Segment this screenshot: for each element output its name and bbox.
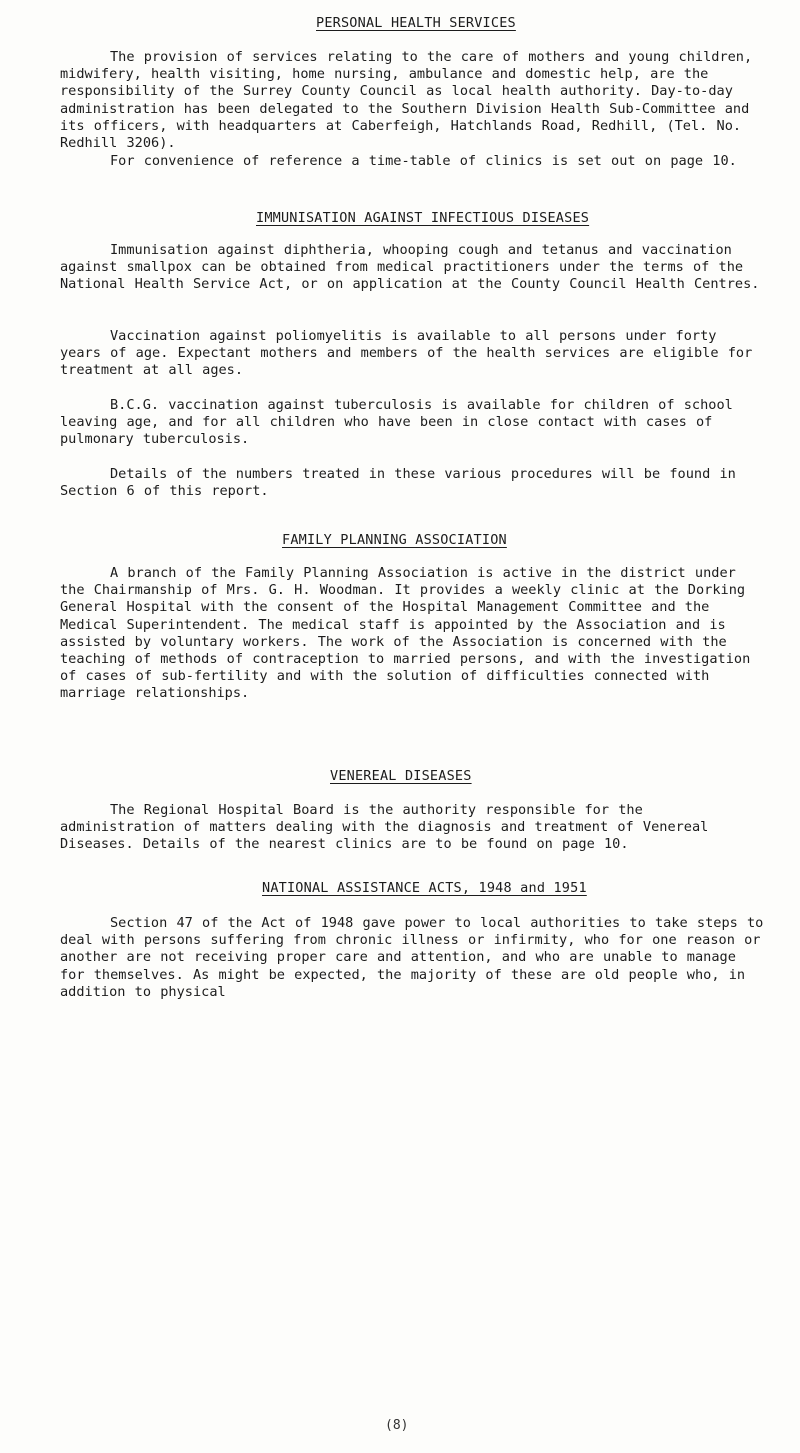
paragraph-immunisation-2: Vaccination against poliomyelitis is available to all persons under forty years of age. Expectant mothers and members of the health services are eligible for treatment at all ages. xyxy=(60,328,753,379)
heading-venereal-diseases: VENEREAL DISEASES xyxy=(330,768,472,784)
paragraph-immunisation-1: Immunisation against diphtheria, whooping cough and tetanus and vaccination against smallpox can be obtained from medical practitioners under the terms of the National Health Service Act, or on application at the County Council Health Centres. xyxy=(60,242,760,293)
paragraph-venereal-diseases: The Regional Hospital Board is the authority responsible for the administration of matters dealing with the diagnosis and treatment of Venereal Diseases. Details of the nearest clinics are to be found on page 10. xyxy=(60,802,709,853)
paragraph-personal-health-1: The provision of services relating to the care of mothers and young children, midwifery, health visiting, home nursing, ambulance and domestic help, are the responsibility of the Surrey County Council as local health authority. Day-to-day administration has been delegated to the Southern Division Health Sub-Committee and its officers, with headquarters at Caberfeigh, Hatchlands Road, Redhill, (Tel. No. Redhill 3206). xyxy=(60,49,753,152)
heading-national-assistance-acts: NATIONAL ASSISTANCE ACTS, 1948 and 1951 xyxy=(262,880,587,896)
paragraph-national-assistance: Section 47 of the Act of 1948 gave power to local authorities to take steps to deal with persons suffering from chronic illness or infirmity, who for one reason or another are not receiving proper care and attention, and who are unable to manage for themselves. As might be expected, the majority of these are old people who, in addition to physical xyxy=(60,915,764,1000)
heading-family-planning: FAMILY PLANNING ASSOCIATION xyxy=(282,532,507,548)
heading-immunisation: IMMUNISATION AGAINST INFECTIOUS DISEASES xyxy=(256,210,590,226)
page-number: (8) xyxy=(385,1418,409,1433)
heading-personal-health-services: PERSONAL HEALTH SERVICES xyxy=(316,15,516,31)
paragraph-family-planning: A branch of the Family Planning Association is active in the district under the Chairmanship of Mrs. G. H. Woodman. It provides a weekly clinic at the Dorking General Hospital with the consent of the Hospital Management Committee and the Medical Superintendent. The medical staff is appointed by the Association and is assisted by voluntary workers. The work of the Association is concerned with the teaching of methods of contraception to married persons, and with the investigation of cases of sub-fertility and with the solution of difficulties connected with marriage relationships. xyxy=(60,565,751,702)
paragraph-immunisation-3: B.C.G. vaccination against tuberculosis is available for children of school leaving age, and for all children who have been in close contact with cases of pulmonary tuberculosis. xyxy=(60,397,733,448)
paragraph-personal-health-2: For convenience of reference a time-table of clinics is set out on page 10. xyxy=(110,153,737,169)
paragraph-immunisation-4: Details of the numbers treated in these various procedures will be found in Section 6 of this report. xyxy=(60,466,736,500)
